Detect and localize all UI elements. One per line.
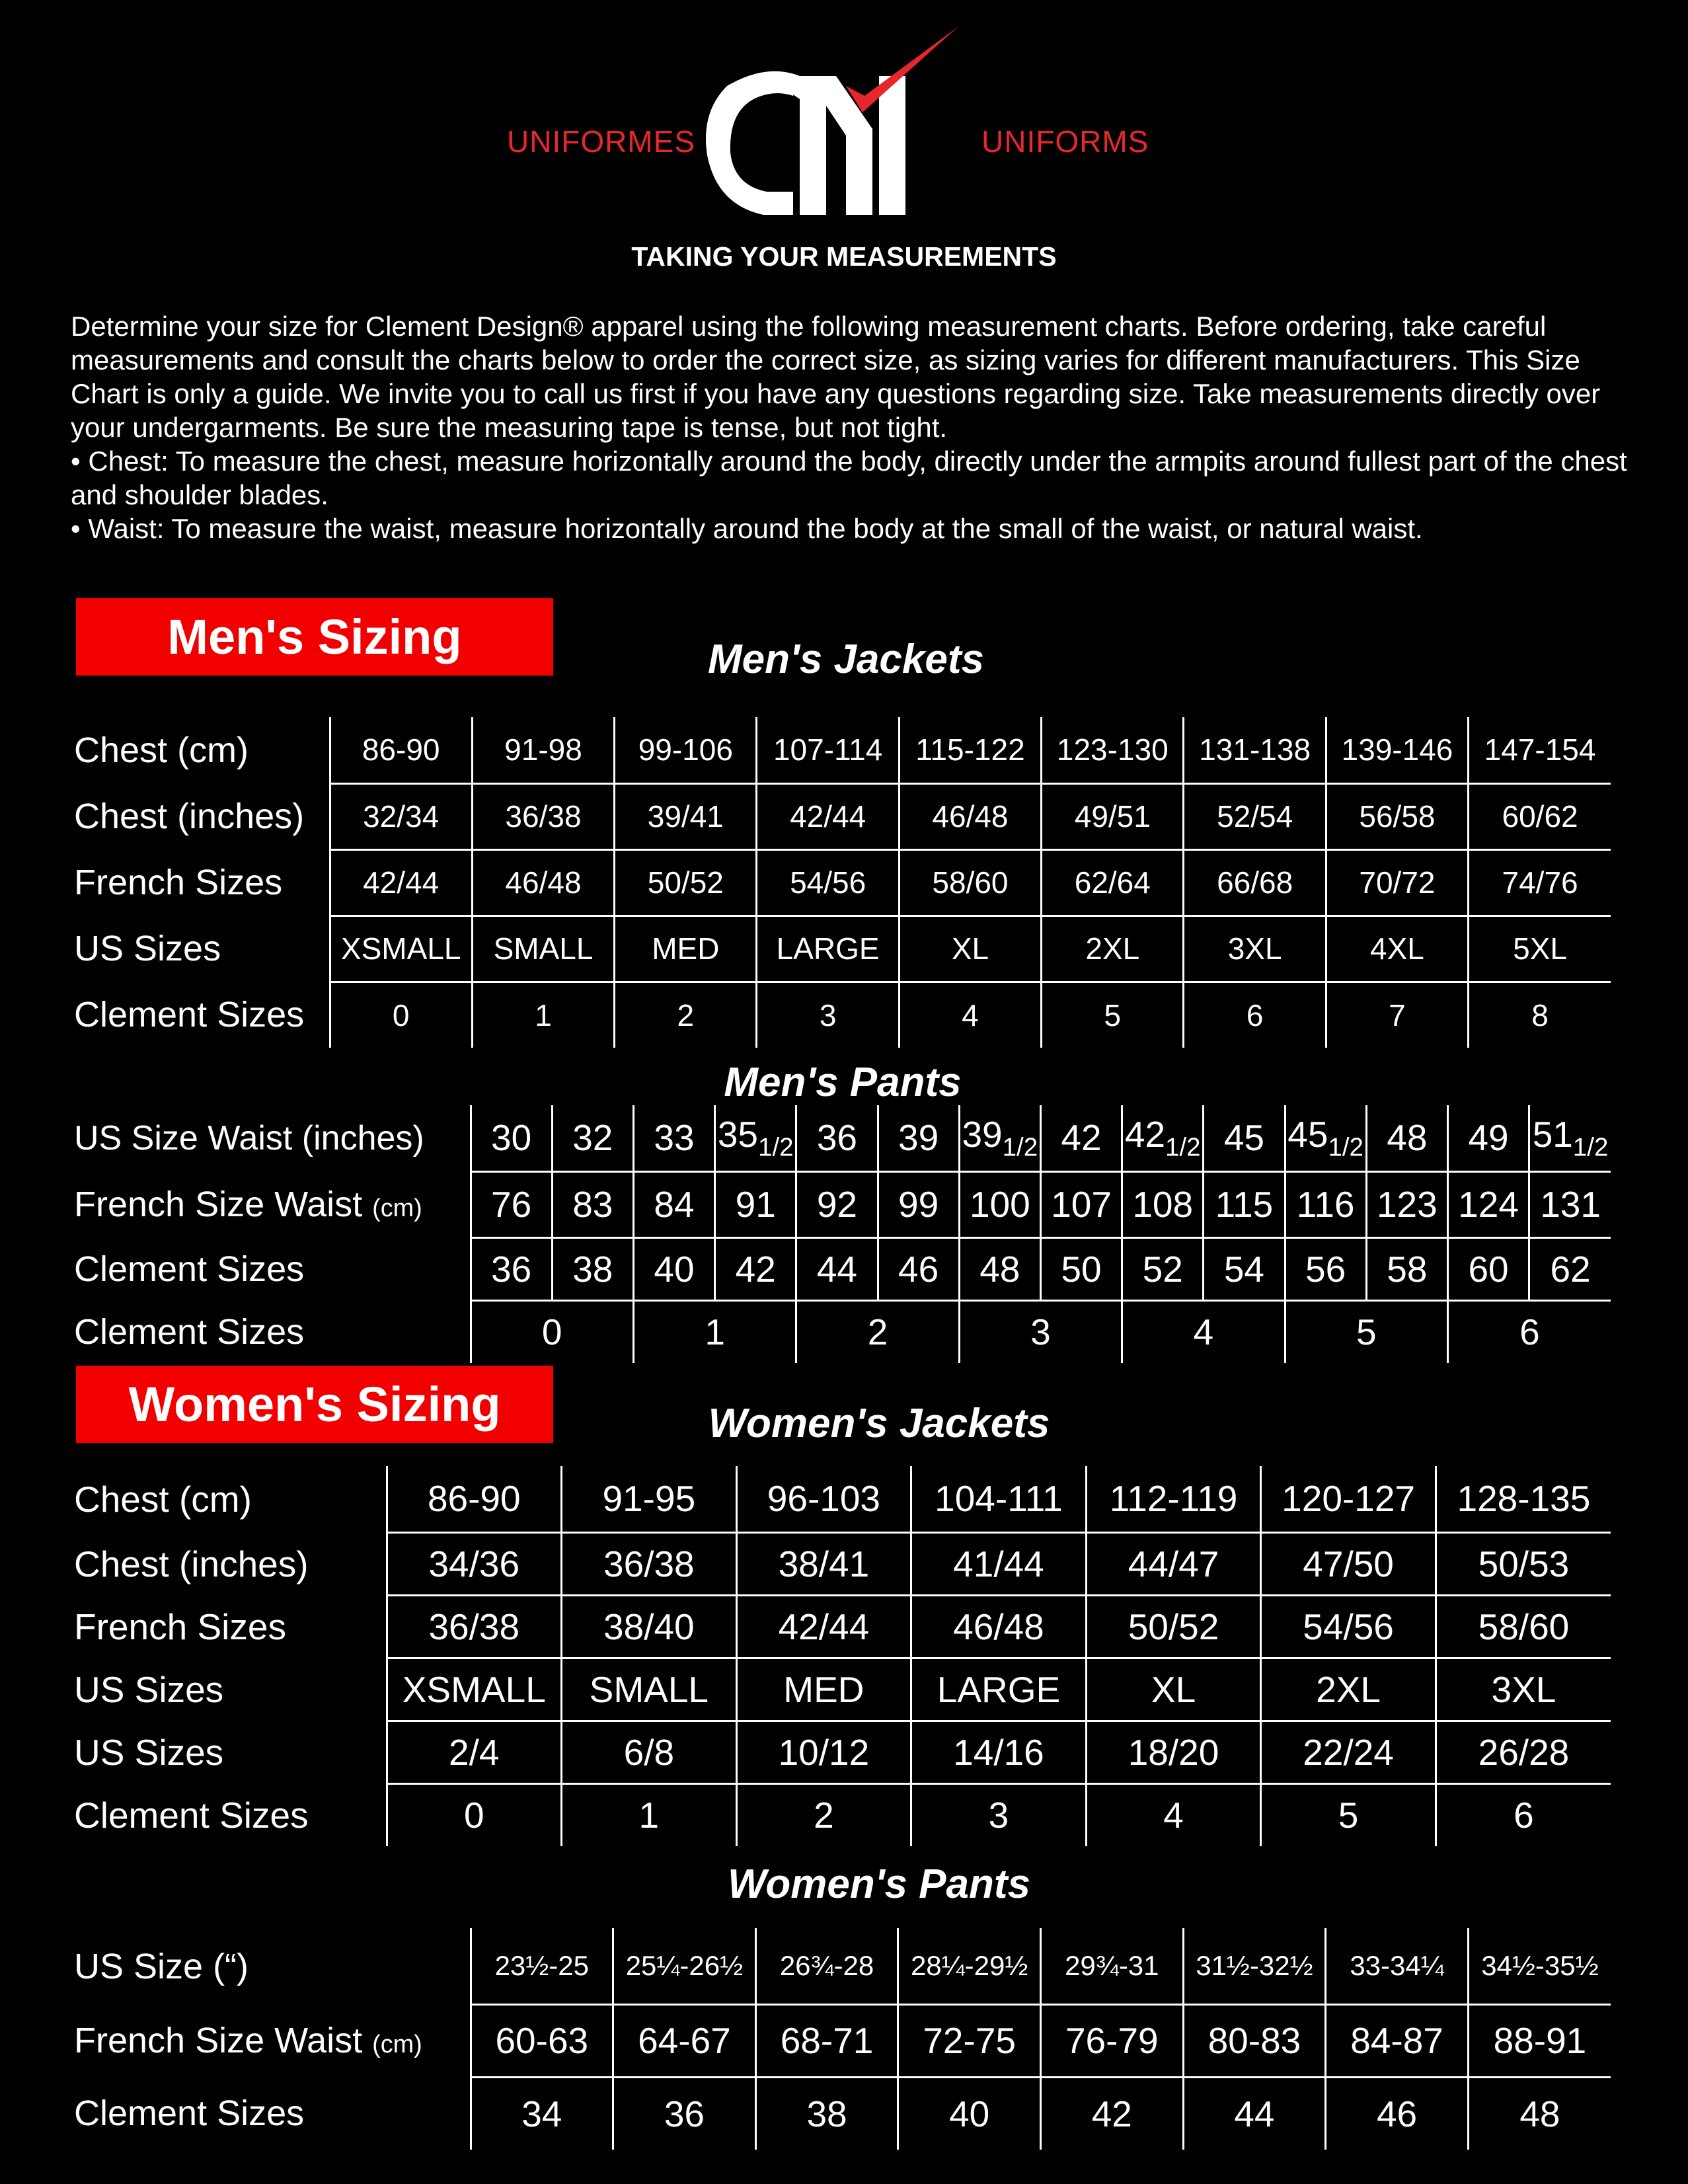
waist-value: 48	[1387, 1117, 1428, 1159]
womens-sizing-banner: Women's Sizing	[76, 1366, 553, 1443]
womens-pants-us-row	[74, 1928, 1611, 2004]
table-cell: 0	[330, 982, 472, 1048]
table-cell: 3	[911, 1783, 1087, 1846]
half-fraction: 1/2	[1328, 1133, 1363, 1162]
row-label: US Sizes	[74, 1731, 224, 1773]
intro-waist-bullet: • Waist: To measure the waist, measure horizontally around the body at the small of the waist, or natural waist.	[71, 513, 1423, 544]
table-cell: 1	[472, 982, 614, 1048]
table-cell: XSMALL	[330, 916, 472, 982]
table-cell: 128-135	[1436, 1466, 1611, 1532]
table-cell: 34½-35½	[1468, 1928, 1611, 2004]
table-cell: 99	[878, 1171, 959, 1237]
row-label: Clement Sizes	[74, 1249, 305, 1289]
waist-value: 45	[1287, 1114, 1328, 1155]
intro-paragraph: Determine your size for Clement Design® apparel using the following measurement charts. Before ordering, take careful measurements and consult the charts below to order the correct size, as sizing varies for different manufacturers. This Size Chart is only a guide. We invite you to call us first if you have any questions regarding size. Take measurements directly over your undergarments. Be sure the measuring tape is tense, but not tight.	[71, 311, 1601, 443]
measurements-subtitle: TAKING YOUR MEASUREMENTS	[631, 241, 1057, 272]
table-cell	[633, 1105, 714, 1171]
table-cell: 46/48	[899, 783, 1041, 849]
row-label: Clement Sizes	[74, 1794, 309, 1836]
row-label	[74, 2004, 471, 2077]
waist-value: 32	[572, 1117, 613, 1159]
table-cell: XSMALL	[387, 1658, 562, 1721]
table-cell: 100	[959, 1171, 1040, 1237]
table-cell: 58/60	[899, 849, 1041, 916]
half-fraction: 1/2	[1002, 1133, 1038, 1162]
table-cell: 18/20	[1086, 1721, 1261, 1783]
table-cell: 42	[715, 1237, 796, 1300]
table-cell: 34	[471, 2077, 613, 2150]
table-cell: SMALL	[472, 916, 614, 982]
table-cell: 42	[1041, 2077, 1184, 2150]
table-cell	[552, 1105, 633, 1171]
mens-pants-title: Men's Pants	[724, 1060, 962, 1105]
waist-value: 36	[816, 1117, 857, 1159]
row-label	[74, 1171, 471, 1237]
table-cell: 54/56	[757, 849, 899, 916]
womens-jackets-row	[74, 1783, 1611, 1846]
table-cell: 58	[1366, 1237, 1447, 1300]
table-cell: 25¼-26½	[613, 1928, 756, 2004]
row-label: US Sizes	[74, 1668, 224, 1710]
table-cell: 3XL	[1436, 1658, 1611, 1721]
table-cell: 0	[387, 1783, 562, 1846]
mens-sizing-banner: Men's Sizing	[76, 598, 553, 676]
table-cell: 5	[1261, 1783, 1436, 1846]
row-label: French Sizes	[74, 1606, 286, 1647]
table-cell: 64-67	[613, 2004, 756, 2077]
table-cell: 112-119	[1086, 1466, 1261, 1532]
table-cell: 52	[1122, 1237, 1204, 1300]
table-cell: 46/48	[911, 1595, 1087, 1658]
half-fraction: 1/2	[758, 1133, 794, 1162]
womens-jackets-row	[74, 1721, 1611, 1783]
womens-pants-clement-row	[74, 2077, 1611, 2150]
french-label-unit: (cm)	[372, 1194, 422, 1222]
table-cell: LARGE	[911, 1658, 1087, 1721]
table-cell: 44	[1183, 2077, 1326, 2150]
mens-jackets-row	[74, 783, 1611, 849]
table-cell: MED	[615, 916, 757, 982]
table-cell	[1122, 1105, 1204, 1171]
womens-pants-table	[74, 1928, 1611, 2150]
table-cell: 50/53	[1436, 1532, 1611, 1595]
mens-jackets-row	[74, 717, 1611, 783]
table-cell: 49/51	[1042, 783, 1184, 849]
womens-jackets-table	[74, 1466, 1611, 1846]
table-cell: 86-90	[330, 717, 472, 783]
table-cell: 3XL	[1184, 916, 1326, 982]
table-cell: 50	[1040, 1237, 1122, 1300]
mens-pants-table	[74, 1105, 1611, 1363]
table-cell: 76-79	[1041, 2004, 1184, 2077]
table-cell: 88-91	[1468, 2004, 1611, 2077]
table-cell: 0	[471, 1300, 633, 1363]
table-cell: 50/52	[615, 849, 757, 916]
waist-value: 49	[1468, 1117, 1509, 1159]
table-cell: 74/76	[1469, 849, 1611, 916]
row-label: Clement Sizes	[74, 995, 305, 1034]
table-cell	[1366, 1105, 1447, 1171]
table-cell: 123-130	[1042, 717, 1184, 783]
waist-value: 42	[1124, 1114, 1166, 1155]
clement-logo	[502, 13, 1163, 225]
table-cell: 41/44	[911, 1532, 1087, 1595]
table-cell: 52/54	[1184, 783, 1326, 849]
table-cell: XL	[899, 916, 1041, 982]
table-cell: 120-127	[1261, 1466, 1436, 1532]
table-cell: 2/4	[387, 1721, 562, 1783]
table-cell	[1285, 1105, 1366, 1171]
table-cell: 116	[1285, 1171, 1366, 1237]
table-cell: 42/44	[736, 1595, 911, 1658]
womens-jackets-row	[74, 1595, 1611, 1658]
table-cell: 84-87	[1326, 2004, 1469, 2077]
row-label: Chest (cm)	[74, 730, 249, 770]
table-cell: 38/40	[562, 1595, 737, 1658]
table-cell: 72-75	[898, 2004, 1041, 2077]
table-cell: 2	[615, 982, 757, 1048]
table-cell: 6	[1184, 982, 1326, 1048]
table-cell: 38	[552, 1237, 633, 1300]
mens-jackets-table	[74, 717, 1611, 1048]
table-cell: 147-154	[1469, 717, 1611, 783]
table-cell: 40	[898, 2077, 1041, 2150]
table-cell: XL	[1086, 1658, 1261, 1721]
womens-jackets-title: Women's Jackets	[708, 1401, 1050, 1446]
table-cell: 33-34¼	[1326, 1928, 1469, 2004]
table-cell: 46/48	[472, 849, 614, 916]
mens-jackets-row	[74, 916, 1611, 982]
table-cell: 3	[757, 982, 899, 1048]
table-cell: 86-90	[387, 1466, 562, 1532]
table-cell: 2	[736, 1783, 911, 1846]
row-label: US Sizes	[74, 929, 221, 968]
table-cell: 107	[1040, 1171, 1122, 1237]
mens-pants-clement-row	[74, 1237, 1611, 1300]
french-label-unit: (cm)	[372, 2031, 422, 2058]
table-cell: 6	[1436, 1783, 1611, 1846]
table-cell: 131-138	[1184, 717, 1326, 783]
table-cell: 36/38	[562, 1532, 737, 1595]
table-cell	[878, 1105, 959, 1171]
table-cell: 42/44	[757, 783, 899, 849]
table-cell: 2XL	[1261, 1658, 1436, 1721]
table-cell: 5	[1285, 1300, 1447, 1363]
womens-pants-title: Women's Pants	[727, 1861, 1031, 1907]
french-label-text: French Size Waist	[74, 1185, 363, 1224]
table-cell: 84	[633, 1171, 714, 1237]
table-cell: 42/44	[330, 849, 472, 916]
half-fraction: 1/2	[1165, 1133, 1201, 1162]
table-cell	[471, 1105, 552, 1171]
mens-pants-clement-group-row	[74, 1300, 1611, 1363]
logo-left-text: UNIFORMES	[507, 124, 695, 159]
womens-jackets-row	[74, 1658, 1611, 1721]
table-cell: 5	[1042, 982, 1184, 1048]
table-cell: 5XL	[1469, 916, 1611, 982]
table-cell: 70/72	[1326, 849, 1468, 916]
table-cell: 139-146	[1326, 717, 1468, 783]
table-cell	[1447, 1105, 1529, 1171]
table-cell: 60-63	[471, 2004, 613, 2077]
table-cell: 36/38	[387, 1595, 562, 1658]
table-cell: 68-71	[755, 2004, 898, 2077]
table-cell: 50/52	[1086, 1595, 1261, 1658]
table-cell	[1204, 1105, 1285, 1171]
row-label: Chest (inches)	[74, 1543, 309, 1584]
table-cell: 3	[959, 1300, 1122, 1363]
table-cell: 107-114	[757, 717, 899, 783]
waist-value: 45	[1223, 1117, 1265, 1159]
mens-pants-french-row	[74, 1171, 1611, 1237]
table-cell: 4	[899, 982, 1041, 1048]
table-cell: 10/12	[736, 1721, 911, 1783]
row-label: Clement Sizes	[74, 2093, 305, 2133]
table-cell: 60/62	[1469, 783, 1611, 849]
table-cell: 91	[715, 1171, 796, 1237]
table-cell	[1529, 1105, 1611, 1171]
table-cell: 36	[471, 1237, 552, 1300]
table-cell: 96-103	[736, 1466, 911, 1532]
table-cell: 36/38	[472, 783, 614, 849]
table-cell: 1	[633, 1300, 796, 1363]
womens-jackets-row	[74, 1466, 1611, 1532]
table-cell: 66/68	[1184, 849, 1326, 916]
row-label: Chest (inches)	[74, 797, 305, 836]
table-cell: 104-111	[911, 1466, 1087, 1532]
table-cell: 47/50	[1261, 1532, 1436, 1595]
table-cell: 38/41	[736, 1532, 911, 1595]
table-cell: MED	[736, 1658, 911, 1721]
mens-pants-waist-row	[74, 1105, 1611, 1171]
table-cell: 48	[1468, 2077, 1611, 2150]
mens-jackets-row	[74, 849, 1611, 916]
table-cell: 38	[755, 2077, 898, 2150]
table-cell: 31½-32½	[1183, 1928, 1326, 2004]
table-cell: 124	[1447, 1171, 1529, 1237]
table-cell: 26¾-28	[755, 1928, 898, 2004]
table-cell: 56/58	[1326, 783, 1468, 849]
table-cell: 2	[796, 1300, 959, 1363]
table-cell: LARGE	[757, 916, 899, 982]
waist-value: 51	[1532, 1114, 1573, 1155]
mens-jackets-title: Men's Jackets	[708, 637, 984, 682]
womens-pants-french-row	[74, 2004, 1611, 2077]
table-cell: 8	[1469, 982, 1611, 1048]
table-cell: 108	[1122, 1171, 1204, 1237]
table-cell: 91-95	[562, 1466, 737, 1532]
table-cell	[959, 1105, 1040, 1171]
table-cell: 26/28	[1436, 1721, 1611, 1783]
table-cell: 115	[1204, 1171, 1285, 1237]
logo-cm-mark	[706, 26, 958, 215]
row-label: Clement Sizes	[74, 1311, 305, 1352]
table-cell	[796, 1105, 878, 1171]
table-cell: 62/64	[1042, 849, 1184, 916]
table-cell: 46	[878, 1237, 959, 1300]
waist-value: 39	[962, 1114, 1003, 1155]
table-cell: SMALL	[562, 1658, 737, 1721]
table-cell: 34/36	[387, 1532, 562, 1595]
waist-value: 30	[491, 1117, 532, 1159]
waist-value: 39	[898, 1117, 939, 1159]
table-cell: 76	[471, 1171, 552, 1237]
row-label: US Size (“)	[74, 1946, 249, 1986]
table-cell: 115-122	[899, 717, 1041, 783]
table-cell: 4	[1122, 1300, 1285, 1363]
table-cell: 40	[633, 1237, 714, 1300]
table-cell: 60	[1447, 1237, 1529, 1300]
table-cell	[715, 1105, 796, 1171]
table-cell: 48	[959, 1237, 1040, 1300]
table-cell: 4XL	[1326, 916, 1468, 982]
table-cell: 44/47	[1086, 1532, 1261, 1595]
mens-jackets-row	[74, 982, 1611, 1048]
table-cell: 99-106	[615, 717, 757, 783]
table-cell: 46	[1326, 2077, 1469, 2150]
womens-jackets-row	[74, 1532, 1611, 1595]
intro-chest-bullet: • Chest: To measure the chest, measure horizontally around the body, directly under the armpits around fullest part of the chest and shoulder blades.	[71, 446, 1627, 510]
table-cell: 6/8	[562, 1721, 737, 1783]
table-cell: 56	[1285, 1237, 1366, 1300]
table-cell: 6	[1447, 1300, 1611, 1363]
table-cell: 123	[1366, 1171, 1447, 1237]
table-cell: 7	[1326, 982, 1468, 1048]
logo-right-text: UNIFORMS	[981, 124, 1149, 159]
table-cell: 4	[1086, 1783, 1261, 1846]
table-cell: 39/41	[615, 783, 757, 849]
waist-value: 33	[654, 1117, 695, 1159]
table-cell: 36	[613, 2077, 756, 2150]
intro-text	[71, 309, 1644, 545]
table-cell	[1040, 1105, 1122, 1171]
waist-value: 42	[1061, 1117, 1102, 1159]
table-cell: 54/56	[1261, 1595, 1436, 1658]
french-label-text: French Size Waist	[74, 2021, 363, 2060]
table-cell: 2XL	[1042, 916, 1184, 982]
table-cell: 22/24	[1261, 1721, 1436, 1783]
table-cell: 92	[796, 1171, 878, 1237]
table-cell: 32/34	[330, 783, 472, 849]
row-label: US Size Waist (inches)	[74, 1119, 424, 1157]
table-cell: 83	[552, 1171, 633, 1237]
table-cell: 62	[1529, 1237, 1611, 1300]
table-cell: 1	[562, 1783, 737, 1846]
table-cell: 131	[1529, 1171, 1611, 1237]
half-fraction: 1/2	[1572, 1133, 1609, 1162]
table-cell: 80-83	[1183, 2004, 1326, 2077]
table-cell: 29¾-31	[1041, 1928, 1184, 2004]
row-label: French Sizes	[74, 863, 283, 902]
waist-value: 35	[717, 1114, 759, 1155]
table-cell: 54	[1204, 1237, 1285, 1300]
table-cell: 91-98	[472, 717, 614, 783]
row-label: Chest (cm)	[74, 1479, 252, 1520]
table-cell: 28¼-29½	[898, 1928, 1041, 2004]
table-cell: 58/60	[1436, 1595, 1611, 1658]
table-cell: 23½-25	[471, 1928, 613, 2004]
table-cell: 44	[796, 1237, 878, 1300]
table-cell: 14/16	[911, 1721, 1087, 1783]
